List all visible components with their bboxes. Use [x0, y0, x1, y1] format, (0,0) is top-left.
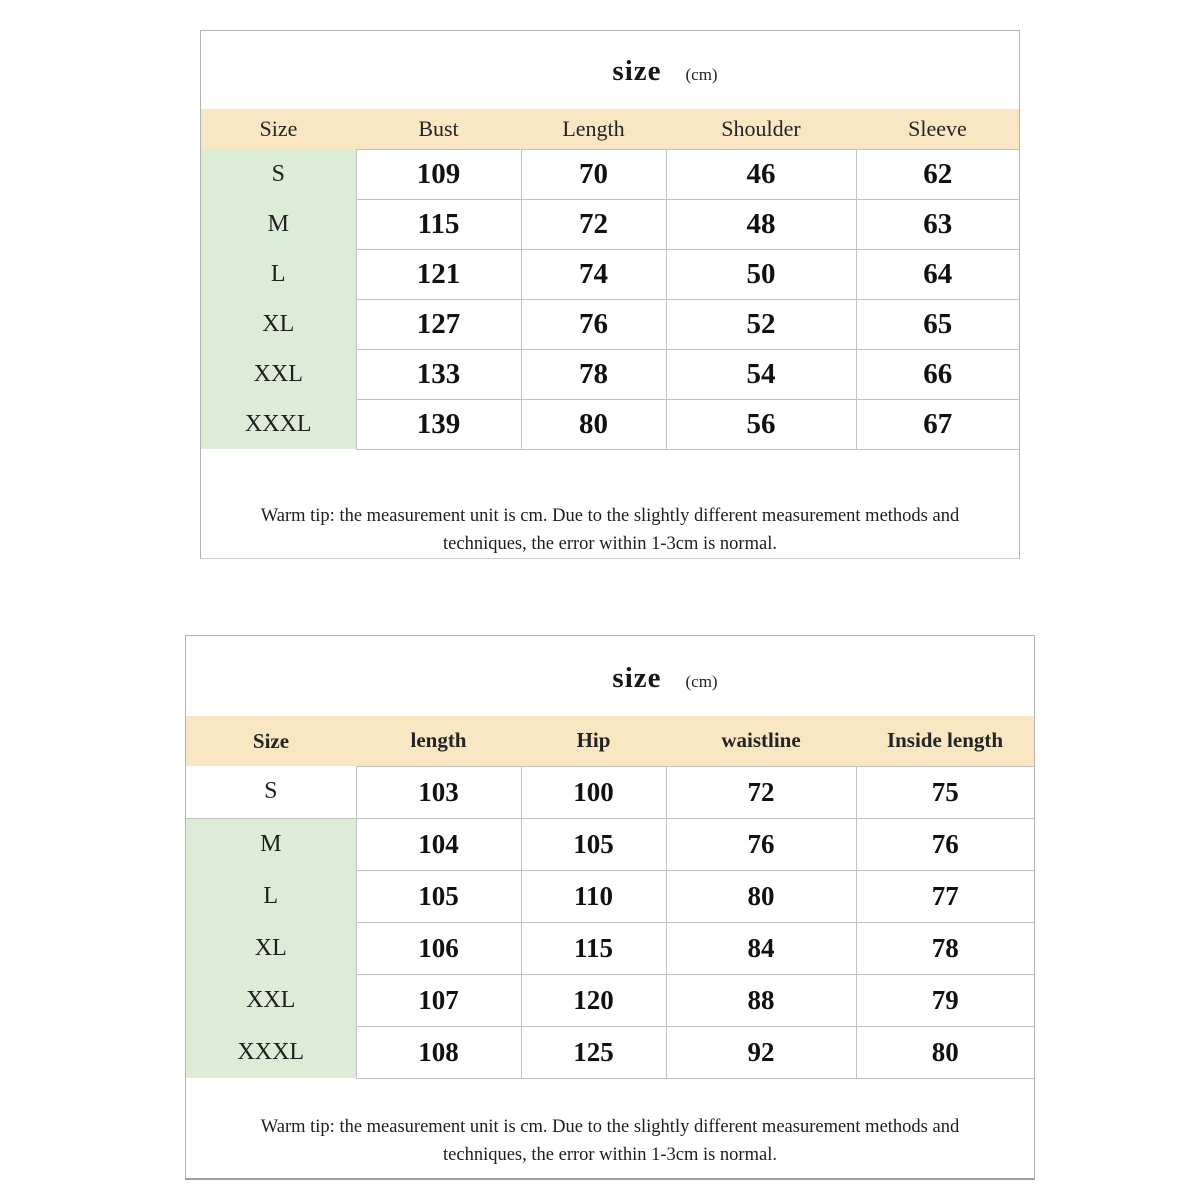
table-row-xl [186, 922, 1034, 974]
table-row-l [186, 870, 1034, 922]
table-row-xxl [186, 974, 1034, 1026]
measurement-cell: 105 [521, 818, 666, 870]
table-row-xxxl [186, 1026, 1034, 1078]
size-label-cell: S [186, 766, 356, 818]
measurement-cell: 139 [356, 399, 521, 449]
measurement-cell: 78 [521, 349, 666, 399]
measurement-cell: 100 [521, 766, 666, 818]
chart-title: size [612, 55, 662, 87]
measurement-cell: 76 [856, 818, 1034, 870]
measurement-cell: 50 [666, 249, 856, 299]
column-header-length: Length [521, 109, 666, 149]
measurement-cell: 72 [521, 199, 666, 249]
measurement-cell: 46 [666, 149, 856, 199]
measurement-cell: 74 [521, 249, 666, 299]
column-header-waistline: waistline [666, 716, 856, 766]
table-row-s [201, 149, 1019, 199]
measurement-cell: 78 [856, 922, 1034, 974]
size-label-cell: L [186, 870, 356, 922]
size-label-cell: XL [201, 299, 356, 349]
measurement-cell: 48 [666, 199, 856, 249]
size-label-cell: XXXL [186, 1026, 356, 1078]
measurement-cell: 108 [356, 1026, 521, 1078]
measurement-cell: 56 [666, 399, 856, 449]
measurement-cell: 76 [521, 299, 666, 349]
measurement-cell: 103 [356, 766, 521, 818]
measurement-cell: 65 [856, 299, 1019, 349]
size-label-cell: XL [186, 922, 356, 974]
column-header-sleeve: Sleeve [856, 109, 1019, 149]
measurement-cell: 75 [856, 766, 1034, 818]
measurement-cell: 76 [666, 818, 856, 870]
size-chart-top-panel [200, 30, 1020, 559]
size-label-cell: S [201, 149, 356, 199]
measurement-cell: 77 [856, 870, 1034, 922]
table-row-m [186, 818, 1034, 870]
table-row-l [201, 249, 1019, 299]
measurement-cell: 64 [856, 249, 1019, 299]
warm-tip-note [186, 1113, 1034, 1169]
measurement-cell: 70 [521, 149, 666, 199]
table-row-xl [201, 299, 1019, 349]
measurement-cell: 115 [521, 922, 666, 974]
chart-unit-label: (cm) [685, 672, 718, 691]
chart-unit-label: (cm) [685, 65, 718, 84]
size-label-cell: M [186, 818, 356, 870]
measurement-cell: 120 [521, 974, 666, 1026]
measurement-cell: 106 [356, 922, 521, 974]
top-size-table [201, 109, 1019, 450]
size-label-cell: XXL [201, 349, 356, 399]
warm-tip-line-1: Warm tip: the measurement unit is cm. Due to the slightly different measurement methods and [260, 506, 960, 526]
warm-tip-note [201, 502, 1019, 558]
chart-title-row [256, 31, 1020, 109]
size-label-cell: M [201, 199, 356, 249]
measurement-cell: 67 [856, 399, 1019, 449]
measurement-cell: 54 [666, 349, 856, 399]
measurement-cell: 115 [356, 199, 521, 249]
measurement-cell: 121 [356, 249, 521, 299]
header-row [186, 716, 1034, 766]
measurement-cell: 66 [856, 349, 1019, 399]
size-label-cell: L [201, 249, 356, 299]
measurement-cell: 80 [856, 1026, 1034, 1078]
measurement-cell: 88 [666, 974, 856, 1026]
measurement-cell: 92 [666, 1026, 856, 1078]
measurement-cell: 80 [666, 870, 856, 922]
measurement-cell: 109 [356, 149, 521, 199]
measurement-cell: 80 [521, 399, 666, 449]
column-header-hip: Hip [521, 716, 666, 766]
measurement-cell: 84 [666, 922, 856, 974]
table-row-xxl [201, 349, 1019, 399]
table-row-s [186, 766, 1034, 818]
column-header-inside-length: Inside length [856, 716, 1034, 766]
column-header-length: length [356, 716, 521, 766]
measurement-cell: 110 [521, 870, 666, 922]
measurement-cell: 105 [356, 870, 521, 922]
bottom-size-table [186, 716, 1034, 1079]
measurement-cell: 63 [856, 199, 1019, 249]
header-row [201, 109, 1019, 149]
measurement-cell: 62 [856, 149, 1019, 199]
column-header-shoulder: Shoulder [666, 109, 856, 149]
measurement-cell: 72 [666, 766, 856, 818]
column-header-size: Size [186, 716, 356, 766]
measurement-cell: 133 [356, 349, 521, 399]
measurement-cell: 125 [521, 1026, 666, 1078]
chart-title: size [612, 662, 662, 694]
chart-title-row [241, 636, 1035, 716]
column-header-size: Size [201, 109, 356, 149]
warm-tip-line-2: techniques, the error within 1-3cm is normal. [443, 1145, 777, 1165]
size-label-cell: XXXL [201, 399, 356, 449]
measurement-cell: 52 [666, 299, 856, 349]
table-row-xxxl [201, 399, 1019, 449]
measurement-cell: 79 [856, 974, 1034, 1026]
measurement-cell: 127 [356, 299, 521, 349]
column-header-bust: Bust [356, 109, 521, 149]
warm-tip-line-1: Warm tip: the measurement unit is cm. Due to the slightly different measurement methods and [260, 1117, 960, 1137]
size-label-cell: XXL [186, 974, 356, 1026]
table-row-m [201, 199, 1019, 249]
measurement-cell: 107 [356, 974, 521, 1026]
measurement-cell: 104 [356, 818, 521, 870]
warm-tip-line-2: techniques, the error within 1-3cm is normal. [443, 534, 777, 554]
size-chart-bottom-panel [185, 635, 1035, 1180]
